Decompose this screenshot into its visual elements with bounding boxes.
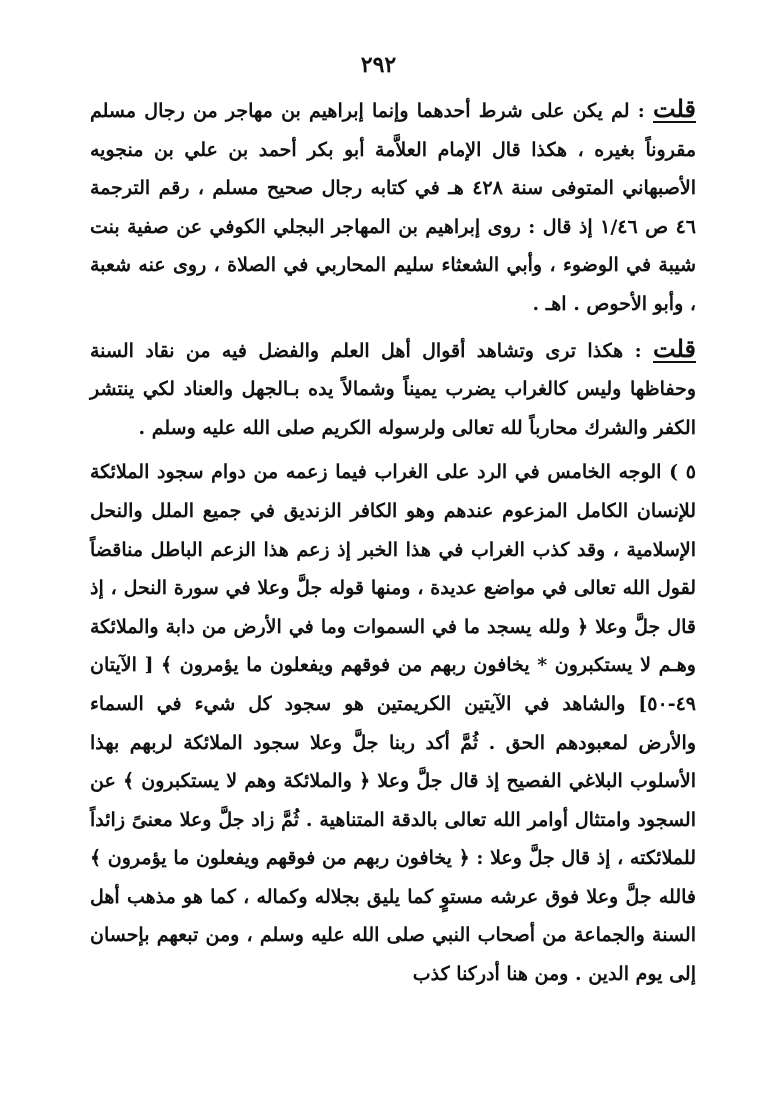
paragraph-3 bbox=[90, 453, 696, 993]
paragraph-2 bbox=[90, 330, 696, 448]
page-body bbox=[90, 90, 696, 1000]
paragraph-text: : هكذا ترى وتشاهد أقوال أهل العلم والفضل فيه من نقاد السنة وحفاظها وليس كالغراب يضرب يميناً وشمالاً يده بـالجهل والعناد لكي ينتشر الكفر والشرك محارباً لله تعالى ولرسوله الكريم صلى الله عليه وسلم . bbox=[90, 339, 696, 439]
page-number: ٢٩٢ bbox=[360, 52, 397, 78]
paragraph-lead: قلت bbox=[653, 94, 696, 123]
paragraph-1 bbox=[90, 90, 696, 324]
paragraph-text: : لم يكن على شرط أحدهما وإنما إبراهيم بن مهاجر من رجال مسلم مقروناً بغيره ، هكذا قال الإمام العلاَّمة أبو بكر أحمد بن علي بن منجويه الأصبهاني المتوفى سنة ٤٢٨ هـ في كتابه رجال صحيح مسلم ، رقم الترجمة ٤٦ ص ١/٤٦ إذ قال : روى إبراهيم بن المهاجر البجلي الكوفي عن صفية بنت شيبة في الوضوء ، وأبي الشعثاء سليم المحاربي في الصلاة ، روى عنه شعبة ، وأبو الأحوص . اهـ . bbox=[90, 100, 697, 315]
paragraph-lead: قلت bbox=[653, 333, 696, 363]
paragraph-text: ٥ ) الوجه الخامس في الرد على الغراب فيما زعمه من دوام سجود الملائكة للإنسان الكامل المزعوم عندهم وهو الكافر الزنديق في جميع الملل والنحل الإسلامية ، وقد كذب الغراب في هذا الخبر إذ زعم هذا الزعم الباطل مناقضاً لقول الله تعالى في مواضع عديدة ، ومنها قوله جلَّ وعلا في سورة النحل ، إذ قال جلَّ وعلا ﴿ ولله يسجد ما في السموات وما في الأرض من دابة والملائكة وهـم لا يستكبرون * يخافون ربهم من فوقهم ويفعلون ما يؤمرون ﴾ [ الآيتان ٤٩-٥٠] والشاهد في الآيتين الكريمتين هو سجود كل شيء في السماء والأرض لمعبودهم الحق . ثُمَّ أكد ربنا جلَّ وعلا سجود الملائكة لربهم بهذا الأسلوب البلاغي الفصيح إذ قال جلَّ وعلا ﴿ والملائكة وهم لا يستكبرون ﴾ عن السجود وامتثال أوامر الله تعالى بالدقة المتناهية . ثُمَّ زاد جلَّ وعلا معنىً زائداً للملائكته ، إذ قال جلَّ وعلا : ﴿ يخافون ربهم من فوقهم ويفعلون ما يؤمرون ﴾ فالله جلَّ وعلا فوق عرشه مستوٍ كما يليق بجلاله وكماله ، كما هو مذهب أهل السنة والجماعة من أصحاب النبي صلى الله عليه وسلم ، ومن تبعهم بإحسان إلى يوم الدين . ومن هنا أدركنا كذب bbox=[90, 461, 696, 986]
